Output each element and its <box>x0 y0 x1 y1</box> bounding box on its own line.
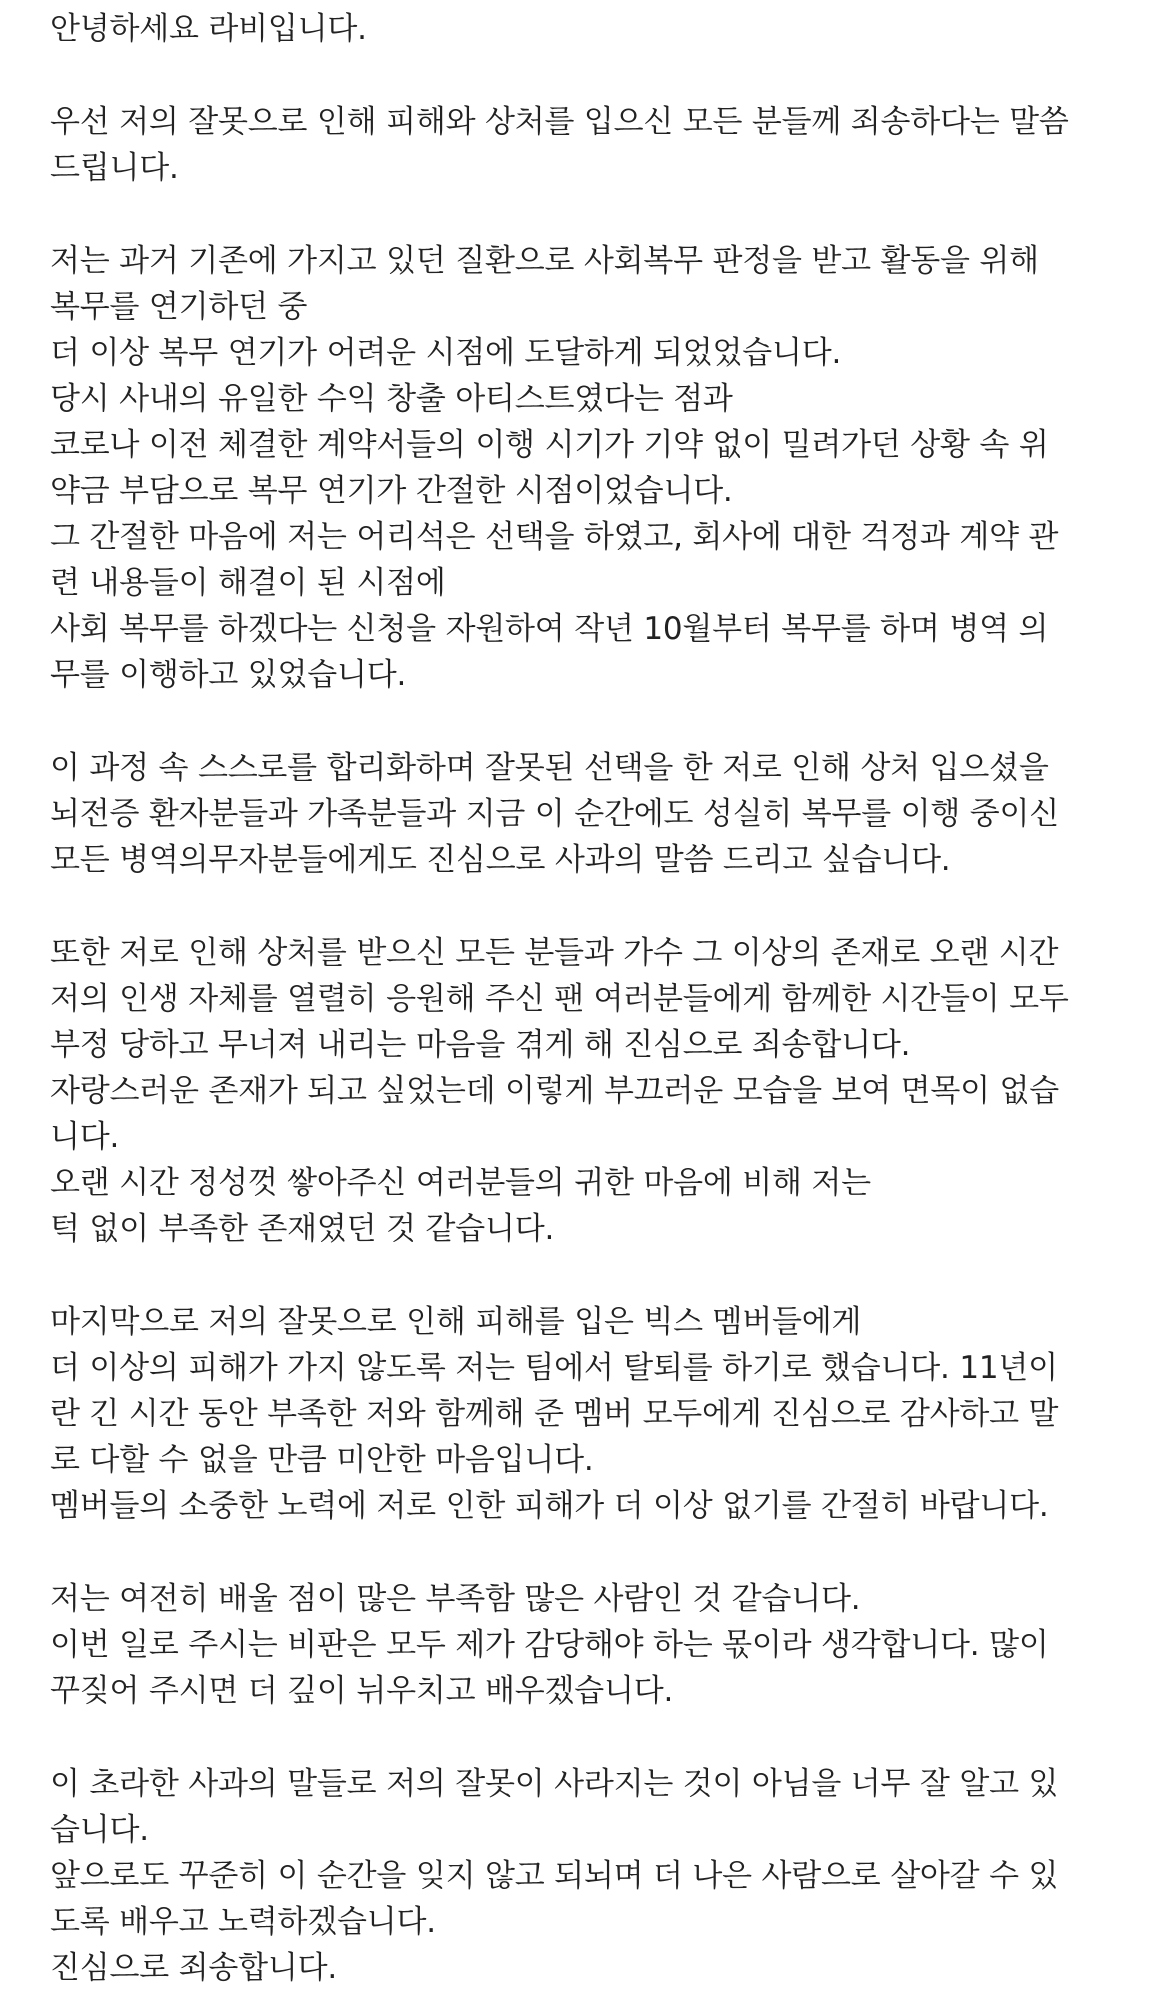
letter-line: 턱 없이 부족한 존재였던 것 같습니다. <box>50 1211 555 1247</box>
letter-line: 저는 여전히 배울 점이 많은 부족함 많은 사람인 것 같습니다. <box>50 1581 861 1617</box>
letter-line: 이번 일로 주시는 비판은 모두 제가 감당해야 하는 몫이라 생각합니다. 많이 <box>50 1627 1049 1663</box>
letter-line: 모든 병역의무자분들에게도 진심으로 사과의 말씀 드리고 싶습니다. <box>50 842 951 878</box>
letter-line: 복무를 연기하던 중 <box>50 289 308 325</box>
letter-line: 이 과정 속 스스로를 합리화하며 잘못된 선택을 한 저로 인해 상처 입으셨을 <box>50 750 1049 786</box>
letter-line: 란 긴 시간 동안 부족한 저와 함께해 준 멤버 모두에게 진심으로 감사하고 말 <box>50 1396 1059 1432</box>
letter-line: 멤버들의 소중한 노력에 저로 인한 피해가 더 이상 없기를 간절히 바랍니다. <box>50 1488 1049 1524</box>
letter-line: 안녕하세요 라비입니다. <box>50 11 367 47</box>
letter-line: 자랑스러운 존재가 되고 싶었는데 이렇게 부끄러운 모습을 보여 면목이 없습 <box>50 1073 1060 1109</box>
letter-paragraph <box>50 932 1140 1251</box>
letter-line: 당시 사내의 유일한 수익 창출 아티스트였다는 점과 <box>50 381 733 417</box>
letter-line: 또한 저로 인해 상처를 받으신 모든 분들과 가수 그 이상의 존재로 오랜 시간 <box>50 935 1059 971</box>
letter-paragraph <box>50 101 1140 190</box>
letter-line: 우선 저의 잘못으로 인해 피해와 상처를 입으신 모든 분들께 죄송하다는 말씀 <box>50 104 1069 140</box>
letter-line: 습니다. <box>50 1812 149 1848</box>
letter-paragraph <box>50 240 1140 697</box>
letter-line: 련 내용들이 해결이 된 시점에 <box>50 565 446 601</box>
letter-line: 이 초라한 사과의 말들로 저의 잘못이 사라지는 것이 아님을 너무 잘 알고 있 <box>50 1766 1059 1802</box>
letter-line: 진심으로 죄송합니다. <box>50 1950 338 1986</box>
letter-line: 로 다할 수 없을 만큼 미안한 마음입니다. <box>50 1442 594 1478</box>
letter-paragraph <box>50 747 1140 882</box>
letter-line: 저는 과거 기존에 가지고 있던 질환으로 사회복무 판정을 받고 활동을 위해 <box>50 243 1039 279</box>
letter-line: 더 이상 복무 연기가 어려운 시점에 도달하게 되었었습니다. <box>50 335 842 371</box>
letter-line: 사회 복무를 하겠다는 신청을 자원하여 작년 10월부터 복무를 하며 병역 의 <box>50 611 1049 647</box>
letter-line: 니다. <box>50 1119 120 1155</box>
letter-line: 그 간절한 마음에 저는 어리석은 선택을 하였고, 회사에 대한 걱정과 계약 관 <box>50 519 1059 555</box>
letter-line: 앞으로도 꾸준히 이 순간을 잊지 않고 되뇌며 더 나은 사람으로 살아갈 수 있 <box>50 1858 1059 1894</box>
letter-line: 코로나 이전 체결한 계약서들의 이행 시기가 기약 없이 밀려가던 상황 속 위 <box>50 427 1049 463</box>
letter-line: 부정 당하고 무너져 내리는 마음을 겪게 해 진심으로 죄송합니다. <box>50 1027 911 1063</box>
letter-paragraph <box>50 1301 1140 1528</box>
letter-line: 뇌전증 환자분들과 가족분들과 지금 이 순간에도 성실히 복무를 이행 중이신 <box>50 796 1060 832</box>
letter-line: 약금 부담으로 복무 연기가 간절한 시점이었습니다. <box>50 473 733 509</box>
letter-line: 드립니다. <box>50 150 179 186</box>
letter-paragraph <box>50 1763 1140 1990</box>
letter-line: 마지막으로 저의 잘못으로 인해 피해를 입은 빅스 멤버들에게 <box>50 1304 862 1340</box>
letter-line: 더 이상의 피해가 가지 않도록 저는 팀에서 탈퇴를 하기로 했습니다. 11년이 <box>50 1350 1058 1386</box>
letter-line: 도록 배우고 노력하겠습니다. <box>50 1904 436 1940</box>
letter-line: 꾸짖어 주시면 더 깊이 뉘우치고 배우겠습니다. <box>50 1673 674 1709</box>
letter-line: 오랜 시간 정성껏 쌓아주신 여러분들의 귀한 마음에 비해 저는 <box>50 1165 871 1201</box>
letter-line: 무를 이행하고 있었습니다. <box>50 657 407 693</box>
letter-line: 저의 인생 자체를 열렬히 응원해 주신 팬 여러분들에게 함께한 시간들이 모두 <box>50 981 1069 1017</box>
letter-paragraph <box>50 8 1140 51</box>
apology-letter <box>50 8 1140 1993</box>
letter-paragraph <box>50 1578 1140 1713</box>
